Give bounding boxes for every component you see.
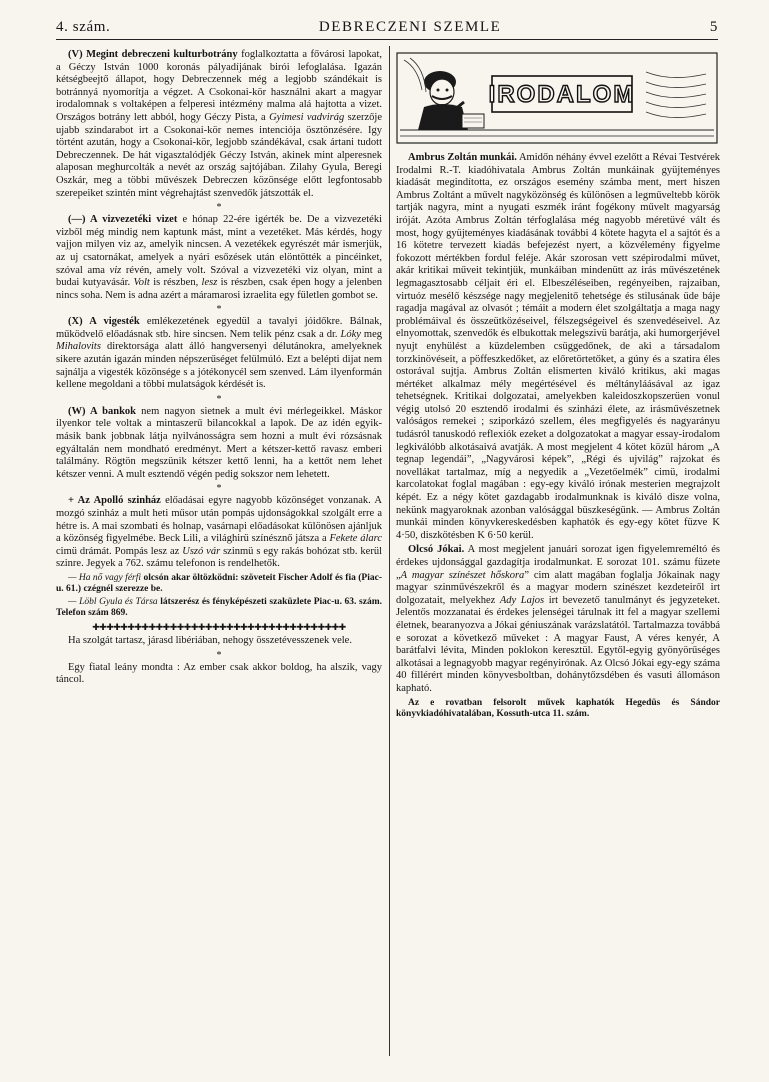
right-column bbox=[396, 152, 720, 1062]
review-olcso-jokai bbox=[396, 544, 720, 695]
author-name: Ady Lajos bbox=[499, 594, 545, 606]
irodalom-banner bbox=[396, 52, 718, 144]
banner-title: IRODALOM bbox=[488, 81, 636, 108]
aphorism-servant: Ha szolgát tartasz, járasd libériában, nehogy összetévesszenek vele. bbox=[68, 634, 352, 646]
article-text: irt bevezető tanulmányt és jegyzeteket. Jelentős mozzanatai és érdekes jelenségei tárulnak itt fel a magyar szellemi életnek, bearanyozva a Jókai géniuszának varázslatától. Tartalmazza továbbá e sorozat a következő műveket : A magyar Faust, A véres kenyér, A barátfalvi lévita, Minden poklokon keresztül. Egytől-egyig gyönyörűséges alkotásai a legnagyobb magyar regényirónak. Az Olcsó Jókai egy-egy száma 40 fillérért minden könyvesboltban, dohánytőzsdében és vasuti állomáson kapható. bbox=[396, 594, 720, 694]
emphasis: Fekete álarc bbox=[329, 533, 382, 545]
play-title: Gyimesi vadvirág bbox=[269, 111, 345, 123]
article-culture-scandal bbox=[56, 49, 382, 200]
section-separator: * bbox=[216, 304, 222, 316]
issue-number: 4. szám. bbox=[56, 18, 111, 35]
article-heading: (V) Megint debreczeni kulturbotrány bbox=[68, 49, 238, 60]
journal-title: DEBRECZENI SZEMLE bbox=[318, 18, 502, 35]
article-text: emlékezetének egyedül a tavalyi jóidőkre. Bálnak, működvelő előadásnak stb. hire sincsen. Nem telik pénz csak a dr. bbox=[56, 316, 382, 340]
column-divider bbox=[389, 46, 390, 1056]
emphasis: lesz bbox=[201, 277, 218, 289]
article-text: Amidőn néhány évvel ezelőtt a Révai Testvérek Irodalmi R.-T. kiadóhivatala Ambrus Zoltán munkáinak gyüjteményes kiadását megindította, ez országos esemény számba ment, mert hiszen Ambrus Zoltánt a művelt nagyközönség és különösen a legműveltebb körök tartják nagyra, mint a nyugati eszmék iránt fogékony művelt magyarság iróját. Azóta Ambrus Zoltán térfoglalása még nagyobb méretüvé vált és most, hogy gyüjteményes kiadásának további 4 kötete hagyta el a sajtót és a 16 kötetre tervezett kiadás befejezést nyert, a közvélemény figyelme fokozott mértékben fordul feléje. Akár szorosan vett szépirodalmi művet, akár kritikai műveit tekintjük, munkáiban mindenütt az irás művészetének legmagasztosabb céljait éri el. Elbeszéléseiben, regényeiben, rajzaiban, virtuóz mesélő készsége nagy megjelenitő tehetsége és stilusának üde báje ragadja magával az olvasót ; témáit a modern élet szolgáltatja a maga nagy problémáival és összeütközéseivel, félszegségeivel és szenvedéseivel. Az elnyomottak, szenvedők és elbukottak melegszivü barátja, aki humorgerjével nyujt enyhülést a küzdelemben csüggedőnek, de aki a társadalom torzkinövéseit, a pöffeszkedőket, az előretörtetőket, a gúny és a szatira éles ostorával sujtja. Ambrus Zoltán elismerten kiváló kritikus, aki magas mértéket alkalmaz mély megértésével és méltányláásával az igaz tehetségnek. Kritikai dolgozatai, amelyekben kaleidoszkopszerüen vonul végig utolsó 20 esztendő irodalmi és szinházi élete, az irásművészetnek valóságos remekei ; sziporkázó szellem, éles megfigyelés és nagyarányu tudásról tanuskodó reflexiók ezeket a dolgozatokat a magyar essay-irodalom legkiválóbb alkotásaivá avatják. A most megjelent 4 kötet közül három „A tegnap legendái”, „Nagyvárosi képek”, „Régi és ujvilág” rajzokat és novellákat tartalmaz, míg a negyedik a „Vezetőelmék” cimü, irodalmi karcolatokat foglal magában : egy-egy kiváló irónak mesterien megrajzolt képét. Ez a négy kötet gazdagabb irodalmunknak is kiváló disze volna, nekünk magyaroknak azonban valósággal büszkeségünk. — Ambrus Zoltán munkái minden könyvkereskedésben kaphatók és egy-egy kötet füzve K 4·50, diszkötésben K 6·50 kerül. bbox=[396, 152, 720, 541]
article-vigado bbox=[56, 316, 382, 392]
article-apollo-theatre bbox=[56, 495, 382, 571]
article-text: foglalkoztatta a fővárosi lapokat, a Géczy István 1000 koronás pályadíjának birói lefoglalása. Igazán kétségbeejtő állapot, hogy Debreczennek még a legjobb szándékait is botránnyá nyomorítja a végzet. A Csokonai-kör használni akart a magyar irodalomnak s voltaképen a felperesi intézmény malma alá hajtotta a vizet. Országos botrány lett abból, hogy Géczy Pista, a bbox=[56, 49, 382, 123]
article-text: előadásai egyre nagyobb közönséget vonzanak. A mozgó szinház a mult heti műsor után pompás ujdonságokkal szolgált erre a hétre is. A mai szombati és holnap, vasárnapi előadásokat különösen ajánljuk a közönség figyelmébe. Beck Lili, a világhirü színésznő játsza a bbox=[56, 495, 382, 545]
ad-text: látszerész és fényképészeti szaküzlete Piac-u. 63. szám. Telefon szám 869. bbox=[56, 596, 382, 618]
emphasis: viz bbox=[109, 264, 122, 276]
left-column bbox=[56, 49, 382, 1069]
article-heading: (X) A vigesték bbox=[68, 316, 140, 328]
article-heading: (W) A bankok bbox=[68, 405, 137, 417]
emphasis: Lóky bbox=[340, 328, 361, 340]
emphasis: Mihalovits bbox=[56, 341, 101, 353]
book-title: A magyar színészet hőskora bbox=[400, 569, 525, 581]
article-heading: Ambrus Zoltán munkái. bbox=[408, 152, 517, 163]
emphasis: Uszó vár bbox=[182, 545, 221, 557]
header-rule bbox=[56, 39, 718, 40]
section-separator: * bbox=[216, 483, 222, 495]
man-reading-illustration bbox=[404, 58, 484, 130]
article-heading: Olcsó Jókai. bbox=[408, 544, 465, 556]
advertisement-fischer bbox=[56, 573, 382, 595]
section-separator: * bbox=[216, 202, 222, 214]
article-text: direktorsága alatt álló hangversenyi délutánokra, amelyeknek sikere azután igazán minden népszerűséget felülmúló. Ezt a belépti dijat nem sajnálja a vigesték közönsége s a jótékonycél sem szenved. Lám ilyenformán kellene megoldani a többi mulatságok kérdését is. bbox=[56, 341, 382, 391]
advertisement-lobl bbox=[56, 597, 382, 619]
article-water-supply bbox=[56, 214, 382, 302]
article-text: révén, amely volt. Szóval a vizvezetéki viz olyan, mint a budai kutyavásár. bbox=[56, 264, 382, 289]
article-heading: (—) A vizvezetéki vizet bbox=[68, 214, 178, 226]
article-text: nem nagyon sietnek a mult évi mérlegeikkel. Máskor ilyenkor tele voltak a mintaszerű bilancokkal a lapok. De az idén egyik-másik bank jobbnak látja nyilvánosságra sem hozni a mult évi rózsásnak egyáltalán nem mondható eredményt. Mert a kétszer-kettő ravasz emberi találmány. Rögtön megszünik kétszer kettő lenni, ha a kettőt nem lehet kétszer venni. A mult esztendő végén pedig sokszor nem lehetett. bbox=[56, 405, 382, 480]
section-separator: * bbox=[216, 649, 222, 661]
article-text: is részben, bbox=[149, 277, 202, 289]
note-text: Az e rovatban felsorolt művek kaphatók Hegedüs és Sándor könyvkiadóhivatalában, Kossuth-utca 11. szám. bbox=[396, 697, 720, 719]
article-text: e hónap 22-ére igérték be. De a vizvezetéki vizből még mindig nem kaptunk mást, mint a vezetéket. Más kérdés, hogy vajjon milyen viz az, amelyik nincsen. A vezetékek egyrészét már ismerjük, az uj csatornákat, amelyek a nyári esőzések után elöntötték a pincéinket, szóval ama bbox=[56, 214, 382, 276]
article-text: meg bbox=[360, 328, 382, 340]
article-text: ” cim alatt magában foglalja Jókainak nagy magyar szinművészekről és a magyar modern szinészet kezdeteiről irt dolgozatait, melyekhez bbox=[396, 569, 720, 606]
review-ambrus bbox=[396, 152, 720, 542]
ad-lead: — Ha nő vagy férfi bbox=[68, 572, 142, 583]
article-text: cimü drámát. Pompás lesz az bbox=[56, 545, 183, 557]
article-text: szinmü s egy rakás bohózat stb. kerül szinre. Jegyek a 762. számu telefonon is rendelhetők. bbox=[56, 545, 382, 570]
banner-decoration bbox=[646, 72, 706, 118]
article-text: szerzője ujabb szindarabot irt a Csokonai-kör nemes intenciója ösztönzésére. Igy történt azután, hogy a Csokonai-kör, legjobb szándékával, csak ártani tudott Debreczennek. De hát vigasztalódjék Géczy István, akinek mint alperesnek alaposan meghurcolták a nevét az ország sajtójában. Zilahy Gyula, Beregi Oszkár, meg a többi művészek Debreczen közönsége előtt legfontosabb szerepeiket szintén mint végrehajtást szenvedők játszották el. bbox=[56, 111, 382, 199]
article-text: A most megjelent januári sorozat igen figyelemreméltó és érdekes ujdonsággal gazdagítja irodalmunkat. E sorozat 101. számu füzete „ bbox=[396, 544, 720, 581]
ad-text: olcsón akar öltözködni: szöveteit Fischer Adolf és fia (Piac-u. 61.) czégnél szerezze be. bbox=[56, 572, 382, 594]
section-separator: * bbox=[216, 393, 222, 405]
article-heading: + Az Apolló szinház bbox=[68, 495, 161, 507]
ornamental-rule: ✚✚✚✚✚✚✚✚✚✚✚✚✚✚✚✚✚✚✚✚✚✚✚✚✚✚✚✚✚✚✚✚✚✚✚✚ bbox=[92, 621, 346, 632]
article-text: is részben, csak épen hogy a jelenben nincs soha. Nem is adna azért a máramarosi izraelita egy fületlen gombot se. bbox=[56, 277, 382, 301]
page-number: 5 bbox=[709, 18, 718, 35]
emphasis: Volt bbox=[133, 277, 150, 289]
page-header bbox=[56, 14, 718, 40]
availability-note bbox=[396, 698, 720, 720]
article-banks bbox=[56, 406, 382, 482]
aphorism-girl: Egy fiatal leány mondta : Az ember csak akkor boldog, ha alszik, vagy táncol. bbox=[56, 661, 382, 686]
ad-lead: — Löbl Gyula és Társa bbox=[68, 596, 158, 607]
